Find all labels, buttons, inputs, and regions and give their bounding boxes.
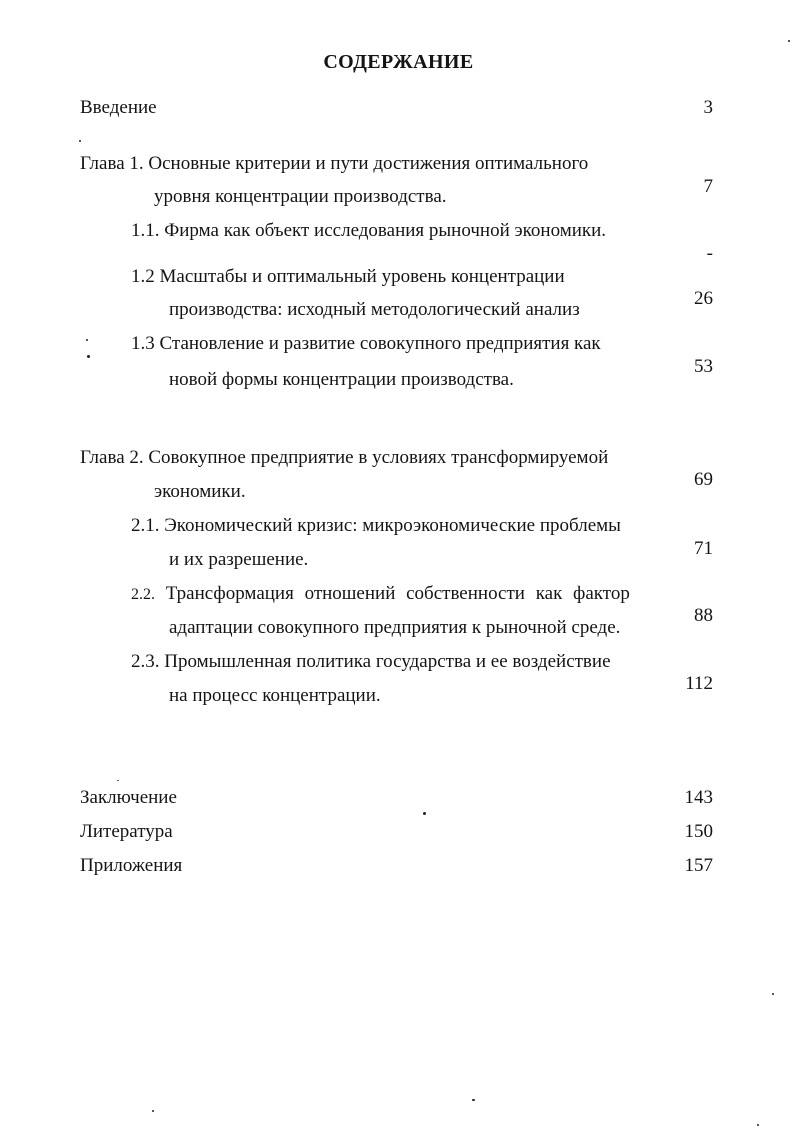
toc-section-2-2-line1: 2.2. Трансформация отношений собственности как фактор <box>131 583 630 604</box>
toc-entry-conclusion: Заключение <box>80 787 177 808</box>
toc-chapter1-line1: Глава 1. Основные критерии и пути достижения оптимального <box>80 153 589 174</box>
toc-section-1-1: 1.1. Фирма как объект исследования рыночной экономики. <box>131 220 607 241</box>
toc-page-conclusion: 143 <box>684 787 713 808</box>
toc-page-chapter1: 7 <box>703 176 713 197</box>
toc-section-2-1-line1: 2.1. Экономический кризис: микроэкономические проблемы <box>131 515 621 536</box>
toc-entry-appendix: Приложения <box>80 855 183 876</box>
toc-entry-intro: Введение <box>80 97 157 118</box>
toc-section-2-2-line2: адаптации совокупного предприятия к рыночной среде. <box>169 617 621 638</box>
scan-speck <box>788 40 790 42</box>
scan-speck <box>117 780 119 781</box>
page-title: СОДЕРЖАНИЕ <box>323 51 474 73</box>
toc-chapter1-line2: уровня концентрации производства. <box>154 186 447 207</box>
scan-speck <box>772 993 774 995</box>
scan-speck <box>423 812 426 815</box>
scan-speck <box>472 1099 475 1101</box>
toc-page-section-2-1: 71 <box>694 538 713 559</box>
toc-entry-literature: Литература <box>80 821 173 842</box>
scan-speck <box>87 355 90 358</box>
toc-page-section-1-3: 53 <box>694 356 713 377</box>
toc-section-1-3-line1: 1.3 Становление и развитие совокупного предприятия как <box>131 333 601 354</box>
toc-page-section-2-3: 112 <box>685 673 713 694</box>
scan-speck <box>79 140 81 142</box>
toc-page-intro: 3 <box>703 97 713 118</box>
toc-page-section-1-1: - <box>706 243 713 264</box>
scan-speck <box>86 339 88 341</box>
toc-page-chapter2: 69 <box>694 469 713 490</box>
toc-chapter2-line2: экономики. <box>154 481 246 502</box>
toc-section-2-1-line2: и их разрешение. <box>169 549 309 570</box>
toc-page-section-2-2: 88 <box>694 605 713 626</box>
toc-section-1-2-line2: производства: исходный методологический анализ <box>169 299 580 320</box>
toc-page-appendix: 157 <box>684 855 713 876</box>
toc-section-1-2-line1: 1.2 Масштабы и оптимальный уровень концентрации <box>131 266 565 287</box>
toc-section-2-3-line1: 2.3. Промышленная политика государства и ее воздействие <box>131 651 611 672</box>
scan-speck <box>152 1110 154 1112</box>
toc-section-1-3-line2: новой формы концентрации производства. <box>169 369 514 390</box>
scan-speck <box>757 1124 759 1126</box>
toc-section-2-3-line2: на процесс концентрации. <box>169 685 381 706</box>
toc-chapter2-line1: Глава 2. Совокупное предприятие в условиях трансформируемой <box>80 447 609 468</box>
toc-page-literature: 150 <box>684 821 713 842</box>
toc-page-section-1-2: 26 <box>694 288 713 309</box>
